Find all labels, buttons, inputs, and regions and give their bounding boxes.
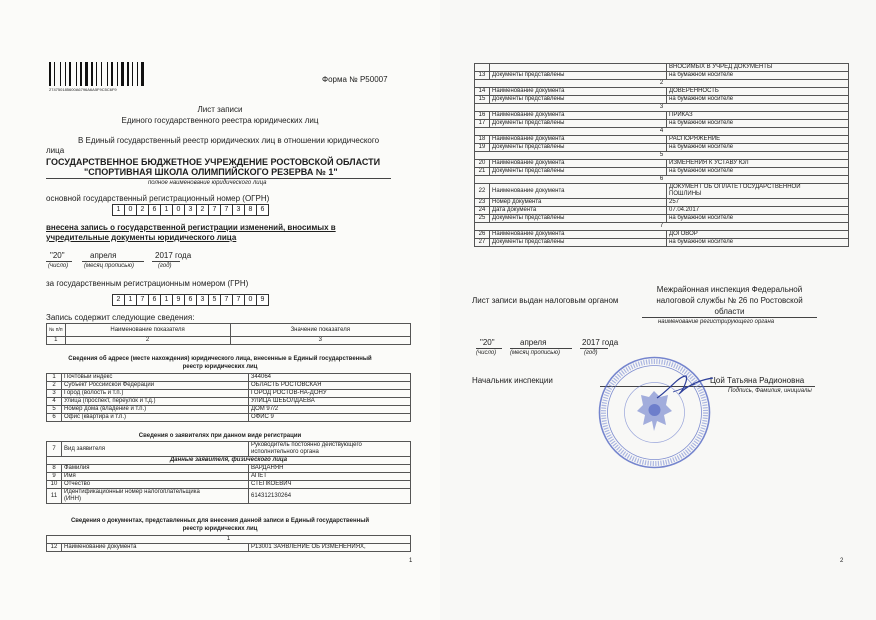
row-num: 15 <box>475 96 490 104</box>
row-value: на бумажном носителе <box>667 215 849 223</box>
authority-line-3: области <box>714 307 745 316</box>
row-num: 18 <box>475 136 490 144</box>
applicant-table <box>46 441 411 504</box>
digit-cell: 9 <box>172 294 185 306</box>
row-value: АПЕТ <box>249 473 411 481</box>
right-date-caption-month: (месяц прописью) <box>510 350 560 356</box>
inn-value: 614312130264 <box>249 489 411 504</box>
row-value: ПРИКАЗ <box>667 112 849 120</box>
date-day: "20" <box>50 251 65 260</box>
row-num: 12 <box>47 544 62 552</box>
row-name: Наименование документа <box>490 231 667 239</box>
row-name: Офис (квартира и т.п.) <box>62 414 249 422</box>
date-month: апреля <box>90 251 117 260</box>
org-name-caption: полное наименование юридического лица <box>148 180 267 186</box>
row-value: на бумажном носителе <box>667 168 849 176</box>
applicant-section-title: Сведения о заявителях при данном виде регистрации <box>138 433 302 439</box>
docs-section-title-1: Сведения о документах, представленных для внесения данной записи в Единый государственный <box>70 518 370 524</box>
table-row <box>47 465 411 473</box>
row-value: ОФИС 9 <box>249 414 411 422</box>
barcode-bar <box>96 62 97 86</box>
row-name: Отчество <box>62 481 249 489</box>
table-row <box>475 199 849 207</box>
authority-underline <box>642 317 817 318</box>
barcode-bar <box>111 62 113 86</box>
intro-text: В Единый государственный реестр юридических лиц в отношении юридического лица <box>46 136 380 155</box>
right-date-caption-year: (год) <box>584 350 598 356</box>
row-name: Почтовый индекс <box>62 374 249 382</box>
row-num: 13 <box>475 72 490 80</box>
chief-label: Начальник инспекции <box>472 376 553 385</box>
docs-group-number: 3 <box>475 104 849 112</box>
row-name: Наименование документа <box>62 544 249 552</box>
table-row <box>475 104 849 112</box>
barcode-bar <box>141 62 144 86</box>
barcode-bar <box>54 62 55 86</box>
digit-cell: 5 <box>208 294 221 306</box>
digit-cell: 7 <box>208 204 221 216</box>
title-line-2: Единого государственного реестра юридических лиц <box>121 116 319 125</box>
row-num: 3 <box>47 390 62 398</box>
docs-group-number: 4 <box>475 128 849 136</box>
row-name: Вид заявителя <box>62 442 249 457</box>
row-num: 5 <box>47 406 62 414</box>
digit-cell: 2 <box>196 204 209 216</box>
contains-text: Запись содержит следующие сведения: <box>46 313 195 322</box>
ogrn-cells <box>112 204 268 216</box>
row-name: Документы представлены <box>490 239 667 247</box>
date-caption-month: (месяц прописью) <box>84 263 134 269</box>
row-value: РАСПОРЯЖЕНИЕ <box>667 136 849 144</box>
applicant-type-value-1: Руководитель постоянно действующего <box>251 442 362 448</box>
barcode-bar <box>69 62 71 86</box>
right-date-caption-day: (число) <box>476 350 497 356</box>
docs-section-title-2: реестр юридических лиц <box>182 526 258 532</box>
row-name: Наименование документа <box>490 136 667 144</box>
table-row <box>475 207 849 215</box>
row-value: на бумажном носителе <box>667 120 849 128</box>
barcode-bar <box>91 62 93 86</box>
table-row <box>475 96 849 104</box>
barcode-text: 274750185600A6796A6A5F9C5C6F9 <box>49 87 117 92</box>
table-row <box>47 473 411 481</box>
digit-cell: 0 <box>244 294 257 306</box>
row-value: 344064 <box>249 374 411 382</box>
table-row <box>475 120 849 128</box>
digit-cell: 8 <box>244 204 257 216</box>
table-row <box>47 382 411 390</box>
right-date-day-underline <box>476 348 502 349</box>
row-num: 27 <box>475 239 490 247</box>
digit-cell: 7 <box>136 294 149 306</box>
digit-cell: 7 <box>220 294 233 306</box>
table-row <box>475 168 849 176</box>
row-name: Документы представлены <box>490 144 667 152</box>
signature <box>655 372 715 402</box>
row-num: 23 <box>475 199 490 207</box>
row-value <box>667 184 849 199</box>
row-value: 257 <box>667 199 849 207</box>
row-num: 9 <box>47 473 62 481</box>
table-row <box>475 223 849 231</box>
row-name: Субъект Российской Федерации <box>62 382 249 390</box>
table-row <box>475 128 849 136</box>
row-value: на бумажном носителе <box>667 144 849 152</box>
date-year-underline <box>152 261 180 262</box>
table-row <box>475 144 849 152</box>
barcode-bar <box>49 62 51 86</box>
table-row <box>475 184 849 199</box>
row-name: Документы представлены <box>490 215 667 223</box>
row-name: Наименование документа <box>490 160 667 168</box>
table-row <box>475 64 849 72</box>
row-name: Дата документа <box>490 207 667 215</box>
row-num: 14 <box>475 88 490 96</box>
row-num <box>475 64 490 72</box>
header-name: Наименование показателя <box>65 324 230 337</box>
table-row <box>475 88 849 96</box>
docs-group-number: 5 <box>475 152 849 160</box>
row-num: 4 <box>47 398 62 406</box>
right-date-year: 2017 года <box>582 338 619 347</box>
form-number: Форма № Р50007 <box>322 75 388 84</box>
row-value: ОБЛАСТЬ РОСТОВСКАЯ <box>249 382 411 390</box>
digit-cell: 6 <box>256 204 269 216</box>
docs-group-number: 1 <box>47 536 411 544</box>
grn-label: за государственным регистрационным номером (ГРН) <box>46 279 249 288</box>
right-date-year-underline <box>580 348 608 349</box>
digit-cell: 3 <box>184 204 197 216</box>
table-row <box>475 72 849 80</box>
digit-cell: 2 <box>112 294 125 306</box>
row-num: 20 <box>475 160 490 168</box>
docs-table-left <box>46 535 411 552</box>
row-num: 21 <box>475 168 490 176</box>
inn-name-1: Идентификационный номер налогоплательщика <box>64 489 200 495</box>
row-name: Документы представлены <box>490 120 667 128</box>
docs-group-number: 7 <box>475 223 849 231</box>
row-num: 8 <box>47 465 62 473</box>
date-year: 2017 года <box>155 251 192 260</box>
issued-label: Лист записи выдан налоговым органом <box>472 296 619 305</box>
row-value: на бумажном носителе <box>667 72 849 80</box>
table-row <box>475 136 849 144</box>
digit-cell: 0 <box>172 204 185 216</box>
inn-name-2: (ИНН) <box>64 496 81 502</box>
authority-caption: наименование регистрирующего органа <box>658 319 775 325</box>
table-row <box>47 374 411 382</box>
row-value: 07.04.2017 <box>667 207 849 215</box>
table-row <box>475 152 849 160</box>
table-row <box>475 80 849 88</box>
header-num-2: 2 <box>65 337 230 345</box>
row-value: на бумажном носителе <box>667 239 849 247</box>
barcode-bar <box>101 62 102 86</box>
right-date-month: апреля <box>520 338 547 347</box>
row-num: 24 <box>475 207 490 215</box>
row-name: Наименование документа <box>490 88 667 96</box>
title-line-1: Лист записи <box>197 105 243 114</box>
entry-text-line-2: учредительные документы юридического лица <box>46 233 237 242</box>
digit-cell: 6 <box>184 294 197 306</box>
row-name: Документы представлены <box>490 96 667 104</box>
header-num-3: 3 <box>230 337 410 345</box>
applicant-subtitle: Данные заявителя, физического лица <box>47 457 411 465</box>
digit-cell: 7 <box>232 294 245 306</box>
barcode-bar <box>80 62 82 86</box>
barcode-bar <box>85 62 88 86</box>
row-name: Наименование документа <box>490 184 667 199</box>
row-value: СТЕПКОЕВИЧ <box>249 481 411 489</box>
date-caption-day: (число) <box>48 263 69 269</box>
digit-cell: 0 <box>124 204 137 216</box>
digit-cell: 3 <box>232 204 245 216</box>
table-row <box>47 481 411 489</box>
barcode-bar <box>60 62 61 86</box>
row-value: ДОГОВОР <box>667 231 849 239</box>
barcode-bar <box>76 62 77 86</box>
header-table <box>46 323 411 345</box>
header-value: Значение показателя <box>230 324 410 337</box>
table-row <box>47 406 411 414</box>
chief-name: Цой Татьяна Радионовна <box>710 376 805 385</box>
docs-group-number: 2 <box>475 80 849 88</box>
org-name-line-2: "СПОРТИВНАЯ ШКОЛА ОЛИМПИЙСКОГО РЕЗЕРВА № 1" <box>84 167 338 177</box>
digit-cell: 6 <box>148 294 161 306</box>
row-num: 22 <box>475 184 490 199</box>
authority-line-1: Межрайонная инспекция Федеральной <box>656 285 803 294</box>
row-value: ВНОСИМЫХ В УЧРЕД ДОКУМЕНТЫ <box>667 64 849 72</box>
address-section-title-1: Сведения об адресе (месте нахождения) юридического лица, внесенные в Единый государственный <box>68 356 372 362</box>
date-day-underline <box>46 261 72 262</box>
digit-cell: 3 <box>196 294 209 306</box>
document-page-2 <box>440 0 876 620</box>
row-name: Улица (проспект, переулок и т.д.) <box>62 398 249 406</box>
digit-cell: 9 <box>256 294 269 306</box>
row-value: ВАРДАНЯН <box>249 465 411 473</box>
grn-cells <box>112 294 268 306</box>
right-date-month-underline <box>510 348 572 349</box>
header-num: № п/п <box>47 324 66 337</box>
row-name: Номер документа <box>490 199 667 207</box>
barcode-bar <box>121 62 124 86</box>
table-row <box>47 398 411 406</box>
row-num: 7 <box>47 442 62 457</box>
row-name <box>490 64 667 72</box>
table-row <box>475 160 849 168</box>
row-value: ИЗМЕНЕНИЯ К УСТАВУ ЮЛ <box>667 160 849 168</box>
page-number-2: 2 <box>840 558 844 564</box>
applicant-type-value-2: исполнительного органа <box>251 449 319 455</box>
digit-cell: 1 <box>112 204 125 216</box>
digit-cell: 2 <box>136 204 149 216</box>
row-value: УЛИЦА ШЕБОЛДАЕВА <box>249 398 411 406</box>
row-num: 19 <box>475 144 490 152</box>
row-value: ДОВЕРЕННОСТЬ <box>667 88 849 96</box>
right-date-day: "20" <box>480 338 495 347</box>
row-name: Имя <box>62 473 249 481</box>
digit-cell: 1 <box>160 294 173 306</box>
table-row <box>47 390 411 398</box>
date-caption-year: (год) <box>158 263 172 269</box>
ogrn-label: основной государственный регистрационный номер (ОГРН) <box>46 194 270 203</box>
table-row <box>475 176 849 184</box>
row-value: ГОРОД РОСТОВ-НА-ДОНУ <box>249 390 411 398</box>
page-number: 1 <box>409 558 413 564</box>
row-num: 25 <box>475 215 490 223</box>
row-name: Город (волость и т.п.) <box>62 390 249 398</box>
row-name: Номер дома (владение и т.п.) <box>62 406 249 414</box>
row-value-line: ДОКУМЕНТ ОБ ОПЛАТЕ ГОСУДАРСТВЕННОЙ <box>669 184 801 190</box>
row-name: Документы представлены <box>490 72 667 80</box>
entry-text-line-1: внесена запись о государственной регистрации изменений, вносимых в <box>46 223 336 232</box>
digit-cell: 1 <box>160 204 173 216</box>
org-name-line-1: ГОСУДАРСТВЕННОЕ БЮДЖЕТНОЕ УЧРЕЖДЕНИЕ РОСТОВСКОЙ ОБЛАСТИ <box>46 157 381 167</box>
header-num-1: 1 <box>47 337 66 345</box>
row-num: 11 <box>47 489 62 504</box>
digit-cell: 6 <box>148 204 161 216</box>
barcode-bar <box>132 62 133 86</box>
address-table <box>46 373 411 422</box>
row-num: 1 <box>47 374 62 382</box>
barcode-bar <box>65 62 66 86</box>
row-value: на бумажном носителе <box>667 96 849 104</box>
authority-line-2: налоговой службы № 26 по Ростовской <box>656 296 803 305</box>
table-row <box>475 112 849 120</box>
row-value-line: ПОШЛИНЫ <box>669 191 702 197</box>
digit-cell: 1 <box>124 294 137 306</box>
row-num: 26 <box>475 231 490 239</box>
date-month-underline <box>82 261 144 262</box>
row-name: Фамилия <box>62 465 249 473</box>
table-row <box>47 414 411 422</box>
row-num: 10 <box>47 481 62 489</box>
row-num: 17 <box>475 120 490 128</box>
address-section-title-2: реестр юридических лиц <box>182 364 258 370</box>
org-name-underline <box>46 178 391 179</box>
table-row <box>475 231 849 239</box>
row-num: 2 <box>47 382 62 390</box>
row-name: Наименование документа <box>490 112 667 120</box>
barcode-bar <box>127 62 129 86</box>
barcode-bar <box>137 62 138 86</box>
barcode-image <box>49 62 147 86</box>
table-row <box>475 215 849 223</box>
row-num: 16 <box>475 112 490 120</box>
row-name: Документы представлены <box>490 168 667 176</box>
docs-table-right <box>474 63 849 247</box>
barcode-bar <box>117 62 118 86</box>
row-num: 6 <box>47 414 62 422</box>
row-value: Р13001 ЗАЯВЛЕНИЕ ОБ ИЗМЕНЕНИЯХ, <box>249 544 411 552</box>
row-value: ДОМ 97/2 <box>249 406 411 414</box>
docs-group-number: 6 <box>475 176 849 184</box>
digit-cell: 7 <box>220 204 233 216</box>
table-row <box>475 239 849 247</box>
barcode-bar <box>107 62 108 86</box>
chief-caption: Подпись, Фамилия, инициалы <box>728 388 812 394</box>
